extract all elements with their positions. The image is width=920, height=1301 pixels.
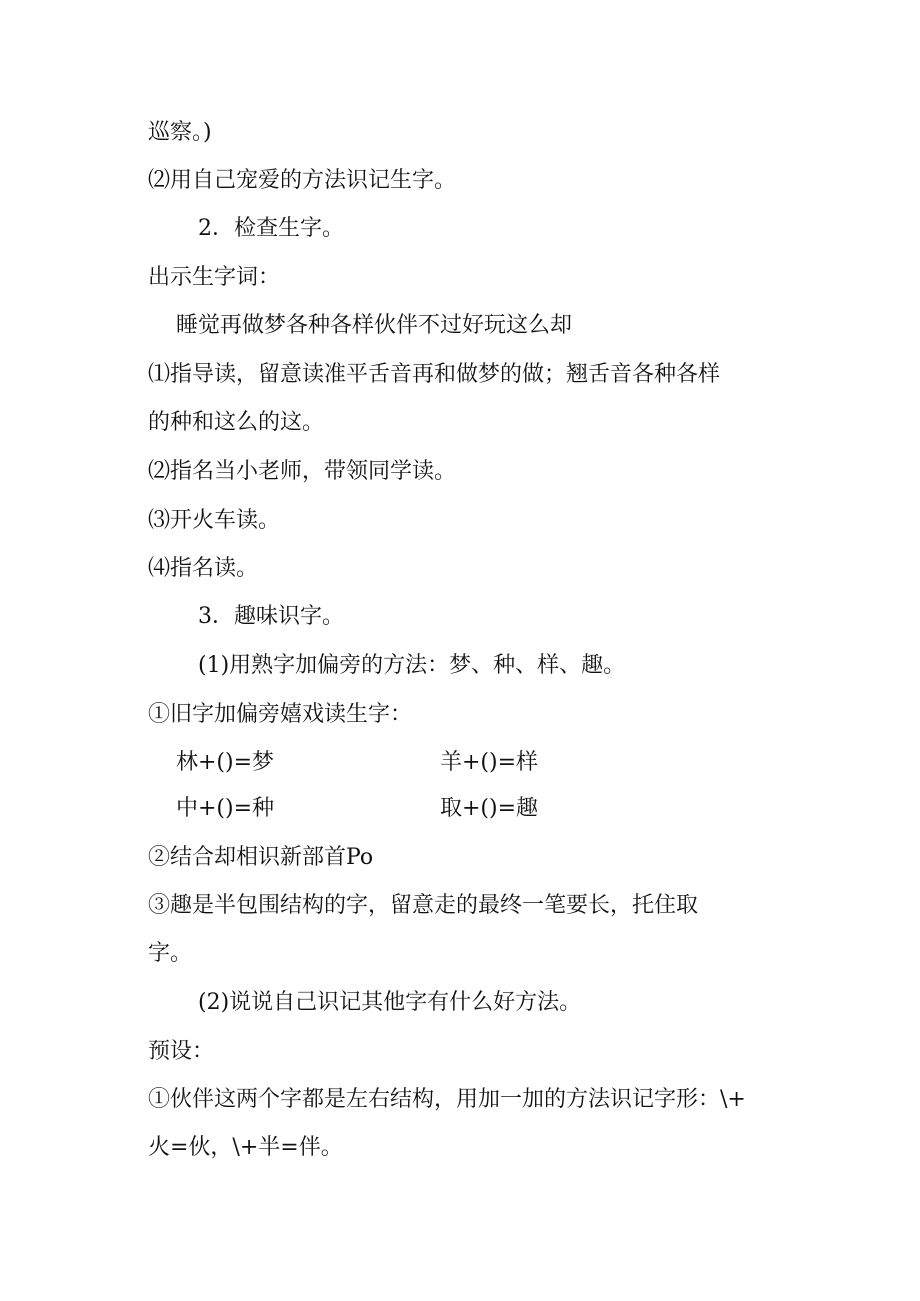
vocab-list: 睡觉再做梦各种各样伙伴不过好玩这么却 bbox=[176, 313, 573, 338]
equation-1: 林+()=梦 bbox=[176, 750, 275, 775]
text-line-23: ①伙伴这两个字都是左右结构，用加一加的方法识记字形：\+ bbox=[148, 1087, 746, 1112]
text-line-4: 出示生字词： bbox=[148, 265, 281, 290]
text-line-7: 的种和这么的这。 bbox=[148, 410, 325, 435]
text-line-8: ⑵指名当小老师，带领同学读。 bbox=[148, 459, 457, 484]
text-line-21: (2)说说自己识记其他字有什么好方法。 bbox=[198, 990, 582, 1015]
section-heading-3: 3．趣味识字。 bbox=[198, 604, 344, 629]
text-line-9: ⑶开火车读。 bbox=[148, 508, 281, 533]
equation-2: 羊+()=样 bbox=[440, 750, 539, 775]
text-line-19: ③趣是半包围结构的字，留意走的最终一笔要长，托住取 bbox=[148, 893, 699, 918]
text-line-1: 巡察。) bbox=[148, 120, 212, 145]
text-line-13: ①旧字加偏旁嬉戏读生字： bbox=[148, 702, 413, 727]
text-line-24: 火=伙，\+半=伴。 bbox=[148, 1135, 343, 1160]
text-line-20: 字。 bbox=[148, 941, 193, 966]
section-heading-2: 2．检查生字。 bbox=[198, 216, 344, 241]
text-line-6: ⑴指导读，留意读准平舌音再和做梦的做；翘舌音各种各样 bbox=[148, 362, 721, 387]
equation-4: 取+()=趣 bbox=[440, 796, 539, 821]
equation-3: 中+()=种 bbox=[176, 796, 275, 821]
text-line-22: 预设： bbox=[148, 1039, 215, 1064]
text-line-18: ②结合却相识新部首Po bbox=[148, 845, 374, 870]
text-line-12: (1)用熟字加偏旁的方法：梦、种、样、趣。 bbox=[198, 653, 626, 678]
text-line-2: ⑵用自己宠爱的方法识记生字。 bbox=[148, 168, 457, 193]
text-line-10: ⑷指名读。 bbox=[148, 556, 259, 581]
